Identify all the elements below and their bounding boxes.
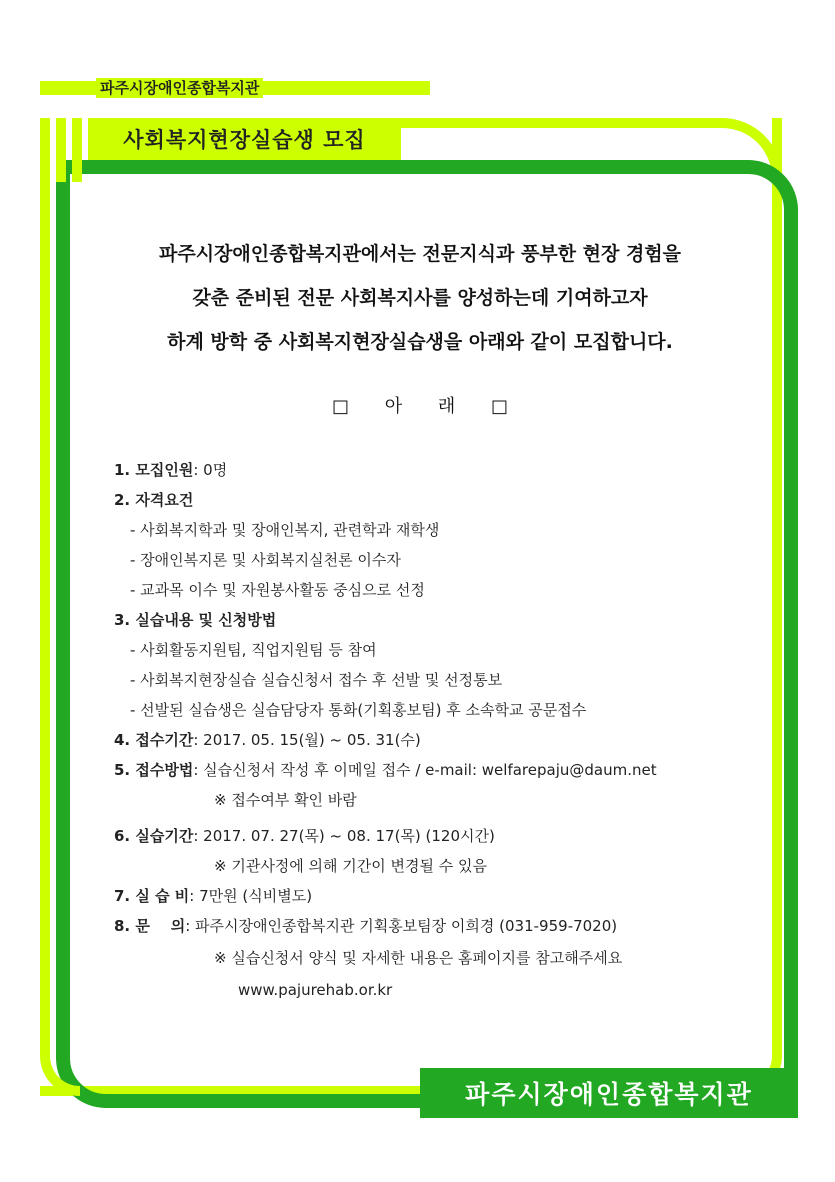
note-text: ※ 실습신청서 양식 및 자세한 내용은 홈페이지를 참고해주세요	[214, 949, 623, 967]
intro-line-1: 파주시장애인종합복지관에서는 전문지식과 풍부한 현장 경험을	[158, 243, 682, 265]
item-value: : 파주시장애인종합복지관 기획홍보팀장 이희경 (031-959-7020)	[185, 917, 618, 935]
list-item: - 선발된 실습생은 실습담당자 통화(기획홍보팀) 후 소속학교 공문접수	[130, 701, 587, 719]
intro-line-2: 갖춘 준비된 전문 사회복지사를 양성하는데 기여하고자	[192, 287, 648, 309]
note-text: ※ 접수여부 확인 바람	[214, 791, 357, 809]
item-label: 5. 접수방법	[114, 761, 194, 779]
list-item: - 사회활동지원팀, 직업지원팀 등 참여	[130, 641, 377, 659]
item-fee	[114, 881, 794, 911]
item-label: 6. 실습기간	[114, 827, 194, 845]
list-item: - 사회복지학과 및 장애인복지, 관련학과 재학생	[130, 521, 440, 539]
item-application-method	[114, 755, 794, 785]
footer-banner	[420, 1068, 798, 1118]
item-value: : 2017. 05. 15(월) ~ 05. 31(수)	[193, 731, 421, 749]
item-value: : 2017. 07. 27(목) ~ 08. 17(목) (120시간)	[193, 827, 495, 845]
item-recruit-count	[114, 455, 794, 485]
item-value: : 0명	[193, 461, 228, 479]
list-item: - 사회복지현장실습 실습신청서 접수 후 선발 및 선정통보	[130, 671, 503, 689]
homepage-link[interactable]: www.pajurehab.or.kr	[238, 981, 393, 999]
org-name-label: 파주시장애인종합복지관	[96, 78, 263, 98]
item-label: 8. 문 의	[114, 917, 186, 935]
notice-heading: □ 아 래 □	[332, 396, 508, 417]
item-practice-period	[114, 821, 794, 851]
side-bar-2	[56, 118, 66, 182]
item-application-period	[114, 725, 794, 755]
footer-org-name: 파주시장애인종합복지관	[465, 1080, 753, 1109]
list-item: - 장애인복지론 및 사회복지실천론 이수자	[130, 551, 401, 569]
item-inquiry	[114, 911, 794, 941]
intro-paragraph	[100, 232, 740, 364]
item-label: 7. 실 습 비	[114, 887, 190, 905]
item-label: 4. 접수기간	[114, 731, 194, 749]
lime-left-edge	[40, 118, 50, 1048]
item-content-method: 3. 실습내용 및 신청방법	[114, 611, 277, 629]
list-item: - 교과목 이수 및 자원봉사활동 중심으로 선정	[130, 581, 425, 599]
item-value: : 7만원 (식비별도)	[189, 887, 313, 905]
note-text: ※ 기관사정에 의해 기간이 변경될 수 있음	[214, 857, 488, 875]
details-list	[114, 455, 794, 1005]
item-qualification: 2. 자격요건	[114, 491, 194, 509]
item-value: : 실습신청서 작성 후 이메일 접수 / e-mail: welfarepaju@daum.net	[193, 761, 657, 779]
side-bar-1	[40, 118, 50, 182]
intro-line-3: 하계 방학 중 사회복지현장실습생을 아래와 같이 모집합니다.	[167, 331, 673, 353]
title-box	[88, 118, 401, 160]
item-label: 1. 모집인원	[114, 461, 194, 479]
page-title: 사회복지현장실습생 모집	[123, 128, 366, 152]
side-bar-3	[72, 118, 82, 182]
